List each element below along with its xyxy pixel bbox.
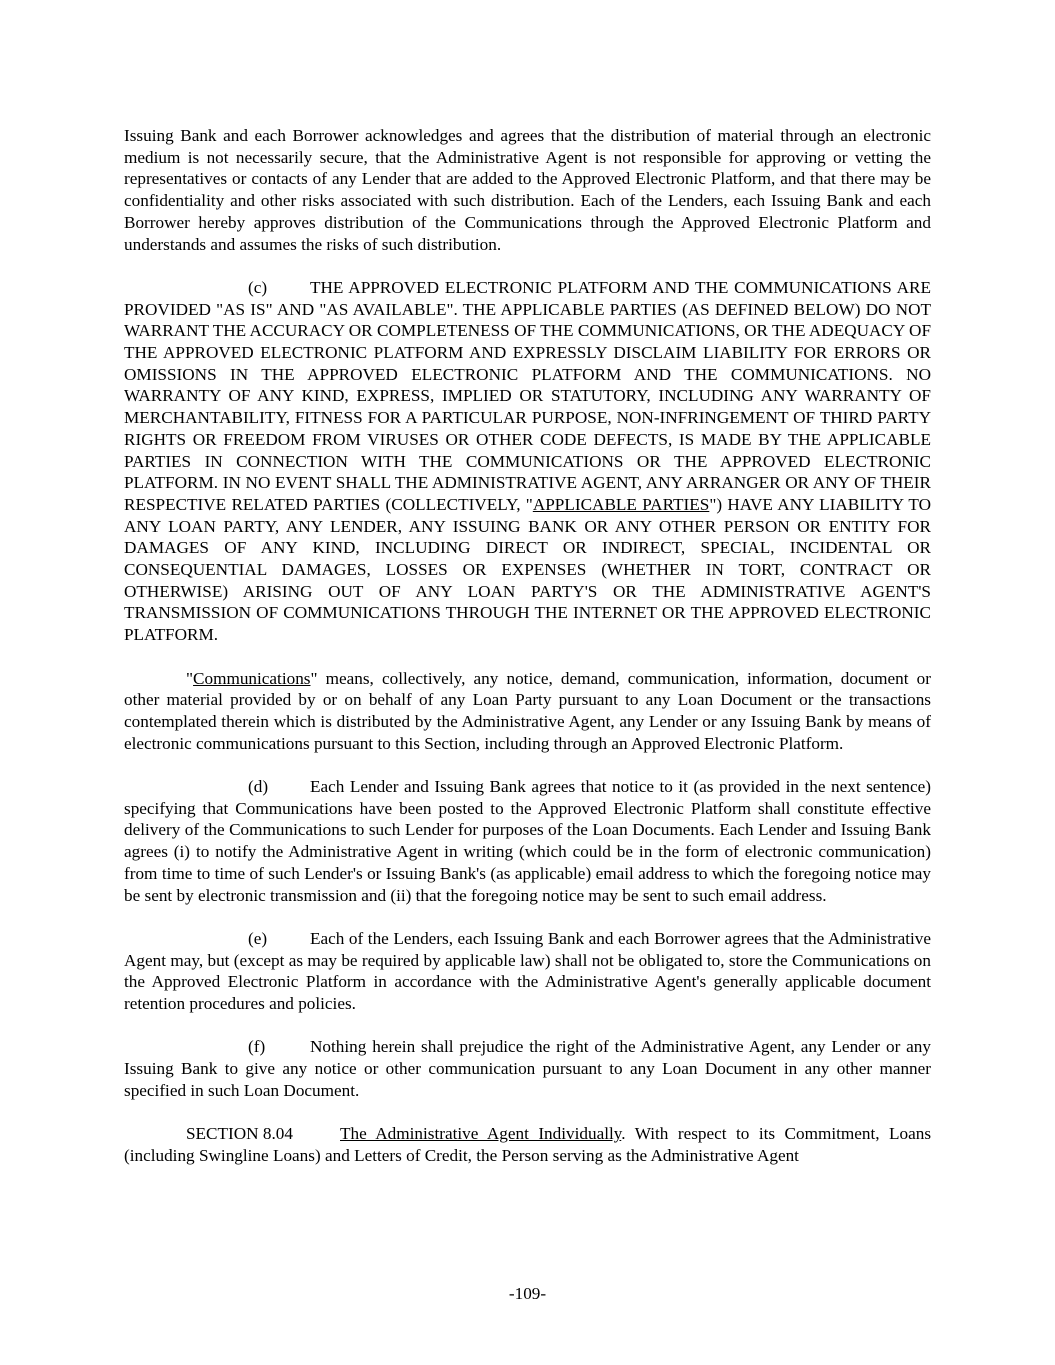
section-title: The Administrative Agent Individually <box>340 1124 622 1144</box>
paragraph-f-text: Nothing herein shall prejudice the right of the Administrative Agent, any Lender or any Issuing Bank to give any notice or other communication pursuant to any Loan Document in any other manner specified in such Loan Document. <box>124 1037 931 1100</box>
clause-label-f: (f) <box>248 1037 266 1057</box>
paragraph-continued: Issuing Bank and each Borrower acknowledges and agrees that the distribution of material through an electronic medium is not necessarily secure, that the Administrative Agent is not responsible for approving or vetting the representatives or contacts of any Lender that are added to the Approved Electronic Platform, and that there may be confidentiality and other risks associated with such distribution. Each of the Lenders, each Issuing Bank and each Borrower hereby approves distribution of the Communications through the Approved Electronic Platform and understands and assumes the risks of such distribution. <box>124 126 931 254</box>
communications-definition-text: " means, collectively, any notice, demand, communication, information, document or other material provided by or on behalf of any Loan Party pursuant to any Loan Document or the transactions contemplated therein which is distributed by the Administrative Agent, any Lender or any Issuing Bank by means of electronic communications pursuant to this Section, including through an Approved Electronic Platform. <box>124 668 931 753</box>
section-number: SECTION 8.04 <box>186 1124 293 1144</box>
page-number: -109- <box>508 1284 547 1303</box>
section-8-04 <box>124 1123 931 1166</box>
paragraph-f <box>124 1036 931 1101</box>
clause-label-d: (d) <box>248 777 269 797</box>
paragraph-d-text: Each Lender and Issuing Bank agrees that notice to it (as provided in the next sentence) specifying that Communications have been posted to the Approved Electronic Platform shall constitute effective delivery of the Communications to such Lender for purposes of the Loan Documents. Each Lender and Issuing Bank agrees (i) to notify the Administrative Agent in writing (which could be in the form of electronic communication) from time to time of such Lender's or Issuing Bank's (as applicable) email address to which the foregoing notice may be sent by electronic transmission and (ii) that the foregoing notice may be sent to such email address. <box>124 777 931 905</box>
paragraph-c-text-b: ") HAVE ANY LIABILITY TO ANY LOAN PARTY, ANY LENDER, ANY ISSUING BANK OR ANY OTHER PERSON OR ENTITY FOR DAMAGES OF ANY KIND, INCLUDING DIRECT OR INDIRECT, SPECIAL, INCIDENTAL OR CONSEQUENTIAL DAMAGES, LOSSES OR EXPENSES (WHETHER IN TORT, CONTRACT OR OTHERWISE) ARISING OUT OF ANY LOAN PARTY'S OR THE ADMINISTRATIVE AGENT'S TRANSMISSION OF COMMUNICATIONS THROUGH THE INTERNET OR THE APPROVED ELECTRONIC PLATFORM. <box>124 494 932 645</box>
clause-label-c: (c) <box>248 277 268 297</box>
document-body <box>124 125 931 1188</box>
defined-term-applicable-parties: APPLICABLE PARTIES <box>532 494 710 514</box>
open-quote: " <box>186 668 194 688</box>
paragraph-c <box>124 277 931 646</box>
paragraph-c-text-a: THE APPROVED ELECTRONIC PLATFORM AND THE COMMUNICATIONS ARE PROVIDED "AS IS" AND "AS AVAILABLE". THE APPLICABLE PARTIES (AS DEFINED BELOW) DO NOT WARRANT THE ACCURACY OR COMPLETENESS OF THE COMMUNICATIONS, OR THE ADEQUACY OF THE APPROVED ELECTRONIC PLATFORM AND EXPRESSLY DISCLAIM LIABILITY FOR ERRORS OR OMISSIONS IN THE APPROVED ELECTRONIC PLATFORM AND THE COMMUNICATIONS. NO WARRANTY OF ANY KIND, EXPRESS, IMPLIED OR STATUTORY, INCLUDING ANY WARRANTY OF MERCHANTABILITY, FITNESS FOR A PARTICULAR PURPOSE, NON-INFRINGEMENT OF THIRD PARTY RIGHTS OR FREEDOM FROM VIRUSES OR OTHER CODE DEFECTS, IS MADE BY THE APPLICABLE PARTIES IN CONNECTION WITH THE COMMUNICATIONS OR THE APPROVED ELECTRONIC PLATFORM. IN NO EVENT SHALL THE ADMINISTRATIVE AGENT, ANY ARRANGER OR ANY OF THEIR RESPECTIVE RELATED PARTIES (COLLECTIVELY, " <box>124 277 931 514</box>
paragraph-d <box>124 776 931 906</box>
defined-term-communications: Communications <box>193 668 311 688</box>
paragraph-e <box>124 928 931 1015</box>
paragraph-e-text: Each of the Lenders, each Issuing Bank and each Borrower agrees that the Administrative Agent may, but (except as may be required by applicable law) shall not be obligated to, store the Communications on the Approved Electronic Platform in accordance with the Administrative Agent's generally applicable document retention procedures and policies. <box>124 928 931 1014</box>
paragraph-communications-definition <box>124 668 931 755</box>
clause-label-e: (e) <box>248 928 268 948</box>
section-text: . With respect to its Commitment, Loans (including Swingline Loans) and Letters of Credit, the Person serving as the Administrative Agent <box>124 1124 932 1165</box>
